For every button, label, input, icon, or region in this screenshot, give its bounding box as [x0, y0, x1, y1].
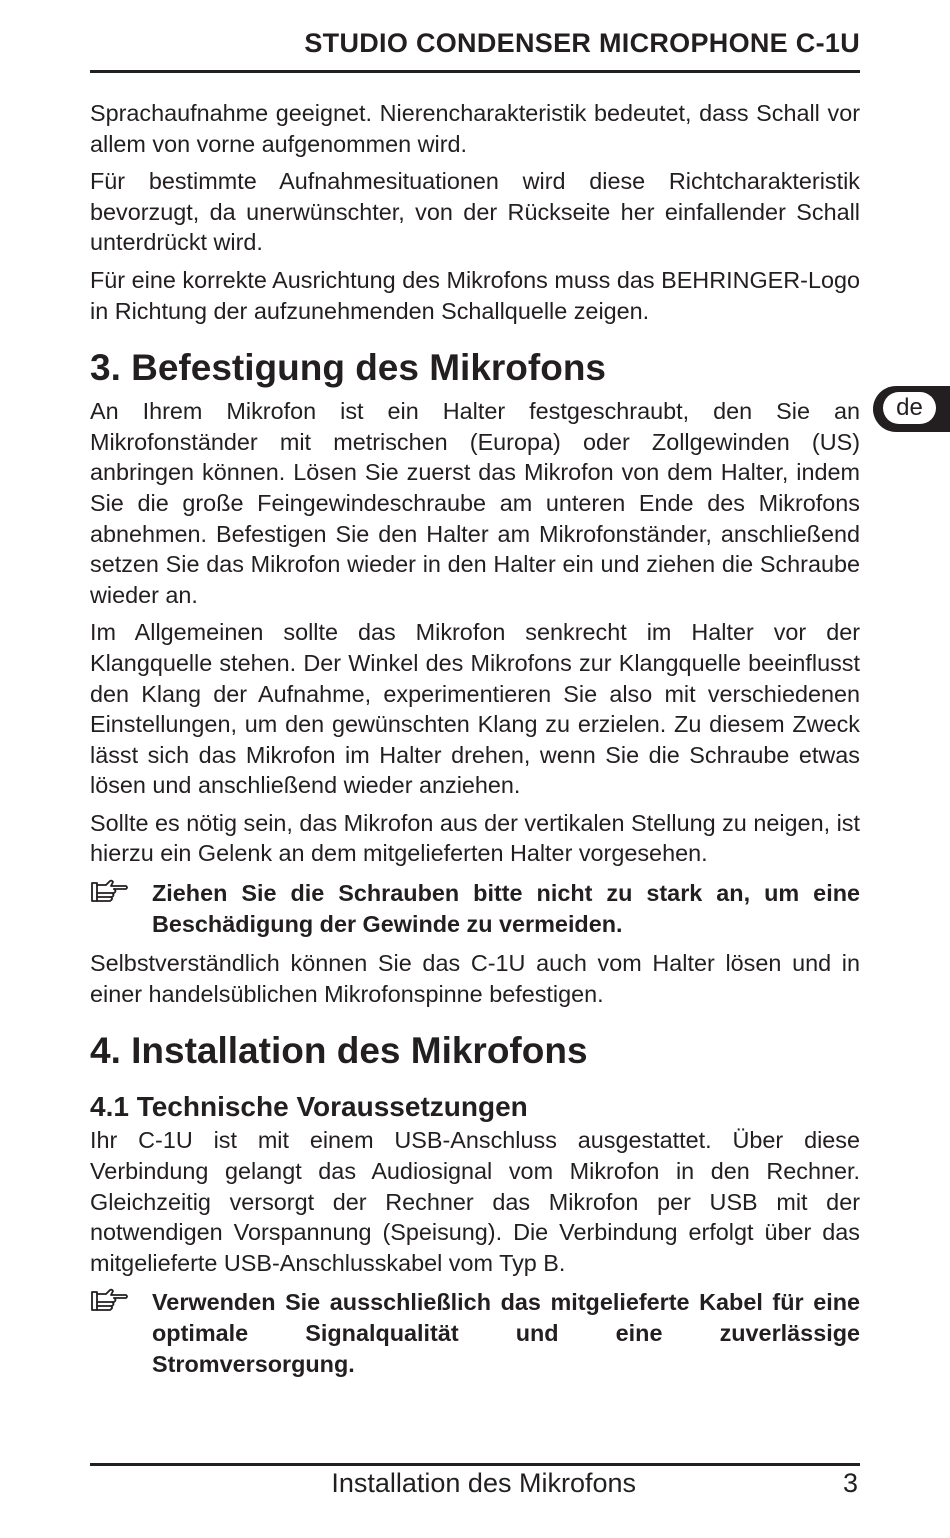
footer-rule — [90, 1463, 860, 1466]
section-3-paragraph-3: Sollte es nötig sein, das Mikrofon aus der vertikalen Stellung zu neigen, ist hierzu ein Gelenk an dem mitgelieferten Halter vorgesehen. — [90, 809, 860, 867]
section-3-heading: 3. Befestigung des Mikrofons — [90, 347, 607, 389]
pointing-hand-icon — [90, 878, 152, 939]
running-header: STUDIO CONDENSER MICROPHONE C-1U — [304, 28, 860, 58]
section-3-note — [90, 878, 860, 939]
section-4-note-text: Verwenden Sie ausschließlich das mitgelieferte Kabel für eine optimale Signalqualität und eine zuverlässige Stromversorgung. — [152, 1289, 860, 1377]
section-4-note — [90, 1287, 860, 1379]
intro-paragraph-2: Für bestimmte Aufnahmesituationen wird diese Richtcharakteristik bevorzugt, da unerwünschter, von der Rückseite her einfallender Schall unterdrückt wird. — [90, 168, 860, 256]
section-3-closing: Selbstverständlich können Sie das C-1U auch vom Halter lösen und in einer handelsüblichen Mikrofonspinne befestigen. — [90, 950, 860, 1007]
intro-paragraph-1: Sprachaufnahme geeignet. Nierencharakteristik bedeutet, dass Schall vor allem von vorne aufgenommen wird. — [90, 100, 860, 157]
section-3-paragraph-1: An Ihrem Mikrofon ist ein Halter festgeschraubt, den Sie an Mikrofonständer mit metrischen (Europa) oder Zollgewinden (US) anbringen können. Lösen Sie zuerst das Mikrofon von dem Halter, indem Sie die große Feingewindeschraube am unteren Ende des Mikrofons abnehmen. Befestigen Sie den Halter am Mikrofonständer, anschließend setzen Sie das Mikrofon wieder in den Halter ein und ziehen die Schraube wieder an. — [90, 398, 860, 608]
header-rule — [90, 70, 860, 73]
section-3-paragraph-2: Im Allgemeinen sollte das Mikrofon senkrecht im Halter vor der Klangquelle stehen. Der Winkel des Mikrofons zur Klangquelle beeinflusst den Klang der Aufnahme, experimentieren Sie also mit verschiedenen Einstellungen, um den gewünschten Klang zu erzielen. Zu diesem Zweck lässt sich das Mikrofon im Halter drehen, wenn Sie die Schraube etwas lösen und anschließend wieder anziehen. — [90, 619, 860, 799]
section-4-1-heading: 4.1 Technische Voraussetzungen — [90, 1091, 528, 1123]
page-number: 3 — [842, 1468, 858, 1498]
pointing-hand-icon — [90, 1287, 152, 1379]
language-tab — [873, 386, 950, 432]
section-3-note-text: Ziehen Sie die Schrauben bitte nicht zu stark an, um eine Beschädigung der Gewinde zu vermeiden. — [152, 880, 860, 937]
section-4-heading: 4. Installation des Mikrofons — [90, 1030, 588, 1072]
page-content — [90, 98, 860, 1388]
footer-section-title: Installation des Mikrofons — [331, 1468, 636, 1498]
section-4-1-paragraph: Ihr C-1U ist mit einem USB-Anschluss ausgestattet. Über diese Verbindung gelangt das Audiosignal vom Mikrofon in den Rechner. Gleichzeitig versorgt der Rechner das Mikrofon per USB mit der notwendigen Vorspannung (Speisung). Die Verbindung erfolgt über das mitgelieferte USB-Anschlusskabel vom Typ B. — [90, 1127, 860, 1276]
language-tab-label: de — [883, 392, 936, 424]
intro-paragraph-3: Für eine korrekte Ausrichtung des Mikrofons muss das BEHRINGER-Logo in Richtung der aufzunehmenden Schallquelle zeigen. — [90, 266, 860, 324]
